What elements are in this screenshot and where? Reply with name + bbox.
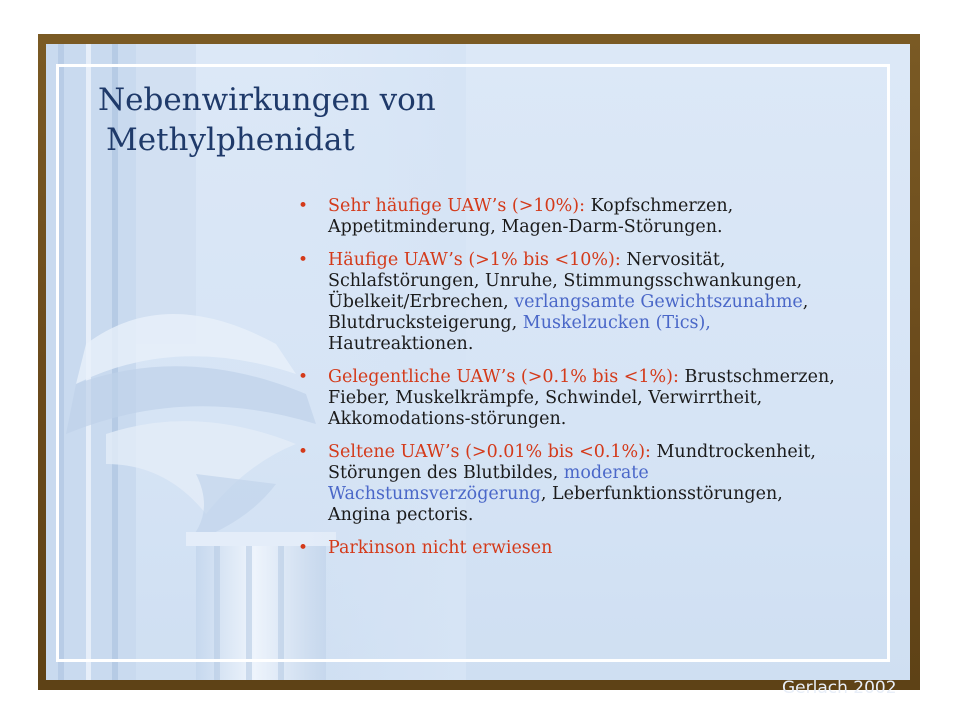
- bullet-common: [286, 250, 846, 355]
- bullet-icon: •: [298, 196, 309, 216]
- bullet-text: Brustschmerzen, Fieber, Muskelkrämpfe, Schwindel, Verwirrtheit, Akkomodations-störungen.: [328, 367, 835, 429]
- bullet-heading: Gelegentliche UAW’s (>0.1% bis <1%):: [328, 367, 679, 387]
- title-line-2: Methylphenidat: [106, 122, 355, 158]
- bullet-text: Hautreaktionen.: [328, 334, 474, 354]
- bullet-icon: •: [298, 538, 309, 558]
- highlight-text: Muskelzucken (Tics),: [522, 313, 711, 333]
- title-line-1: Nebenwirkungen von: [98, 82, 436, 118]
- highlight-text: moderate Wachstumsverzögerung: [328, 463, 649, 504]
- bullet-rare: [286, 442, 846, 526]
- bullet-heading: Häufige UAW’s (>1% bis <10%):: [328, 250, 621, 270]
- bullet-text: Kopfschmerzen, Appetitminderung, Magen-Darm-Störungen.: [328, 196, 734, 237]
- bullet-very-common: [286, 196, 846, 238]
- highlight-text: verlangsamte Gewichtszunahme: [514, 292, 803, 312]
- bullet-heading: Parkinson nicht erwiesen: [328, 538, 553, 558]
- bullet-list: [286, 196, 846, 571]
- bullet-icon: •: [298, 442, 309, 462]
- bullet-heading: Sehr häufige UAW’s (>10%):: [328, 196, 585, 216]
- slide-title: [98, 80, 618, 160]
- bullet-text: , Blutdrucksteigerung,: [328, 292, 809, 333]
- bullet-heading: Seltene UAW’s (>0.01% bis <0.1%):: [328, 442, 651, 462]
- bullet-icon: •: [298, 250, 309, 270]
- bullet-parkinson: [286, 538, 846, 559]
- source-credit: Gerlach 2002: [782, 678, 897, 698]
- bullet-icon: •: [298, 367, 309, 387]
- slide: [46, 44, 910, 680]
- bullet-text: Mundtrockenheit, Störungen des Blutbildes,: [328, 442, 816, 483]
- bullet-text: Nervosität, Schlafstörungen, Unruhe, Stimmungsschwankungen, Übelkeit/Erbrechen,: [328, 250, 803, 312]
- bullet-occasional: [286, 367, 846, 430]
- bullet-text: , Leberfunktionsstörungen, Angina pectoris.: [328, 484, 783, 525]
